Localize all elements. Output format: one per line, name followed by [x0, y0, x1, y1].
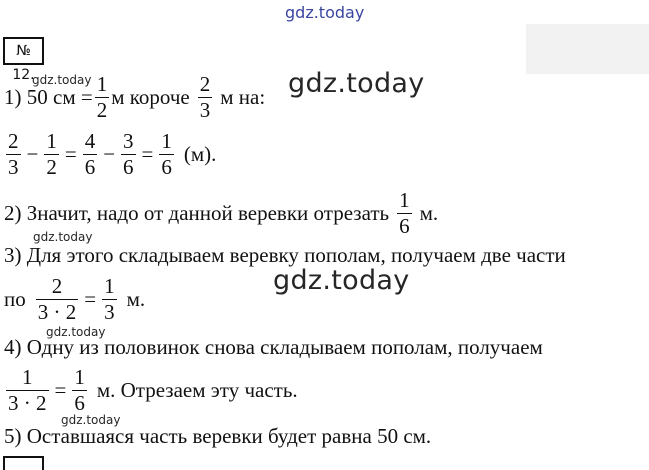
fraction-1-6: $\frac{1}{6}$ [399, 188, 410, 238]
fraction-1-2: $\frac{1}{2}$ [46, 129, 57, 179]
watermark-top: gdz.today [285, 3, 365, 22]
solution-line-3 [4, 190, 438, 237]
equals-sign: = [54, 378, 67, 402]
fraction-one-half: $\frac{1}{2}$ [96, 72, 108, 122]
equals-sign: = [84, 287, 97, 311]
solution-line-6: 4) Одну из половинок снова складываем пополам, получаем [4, 335, 543, 359]
fraction-1-over-3x2: $\frac{1}{3 \cdot 2}$ [8, 365, 47, 415]
line1-suffix: м на: [220, 85, 266, 109]
next-task-box-edge [3, 456, 44, 470]
line7-suffix: м. Отрезаем эту часть. [96, 378, 298, 402]
gray-rectangle [526, 24, 649, 74]
watermark-big-1: gdz.today [288, 68, 425, 99]
equals-sign: = [141, 142, 154, 166]
minus-sign: − [103, 142, 116, 166]
fraction-4-6: $\frac{4}{6}$ [84, 129, 96, 179]
task-number-box: № 12. [3, 37, 44, 65]
fraction-2-over-3x2: $\frac{2}{3 \cdot 2}$ [37, 274, 77, 324]
watermark-small-4: gdz.today [61, 413, 121, 427]
solution-line-7 [4, 367, 298, 414]
fraction-1-6: $\frac{1}{6}$ [74, 365, 85, 415]
watermark-small-3: gdz.today [46, 325, 106, 339]
line3-prefix: 2) Значит, надо от данной веревки отрезать [4, 201, 390, 225]
fraction-2-3: $\frac{2}{3}$ [8, 129, 19, 179]
minus-sign: − [26, 142, 39, 166]
equals-sign: = [64, 142, 77, 166]
solution-line-5 [4, 276, 145, 323]
line2-suffix: (м). [183, 142, 217, 166]
fraction-two-thirds: $\frac{2}{3}$ [199, 72, 211, 122]
line5-suffix: м. [126, 287, 146, 311]
watermark-small-1: gdz.today [32, 73, 92, 87]
solution-line-8: 5) Оставшаяся часть веревки будет равна 50 см. [4, 424, 432, 448]
line1-prefix: 1) 50 см = [4, 85, 93, 109]
fraction-1-3: $\frac{1}{3}$ [104, 274, 115, 324]
fraction-1-6: $\frac{1}{6}$ [161, 129, 172, 179]
line3-suffix: м. [419, 201, 439, 225]
watermark-big-2: gdz.today [273, 265, 410, 296]
fraction-3-6: $\frac{3}{6}$ [123, 129, 134, 179]
solution-line-2 [4, 131, 216, 178]
line1-mid: м короче [111, 85, 190, 109]
solution-line-1 [4, 74, 265, 121]
solution-line-4: 3) Для этого складываем веревку пополам, получаем две части [4, 243, 566, 267]
watermark-small-2: gdz.today [33, 230, 93, 244]
line5-prefix: по [4, 287, 26, 311]
